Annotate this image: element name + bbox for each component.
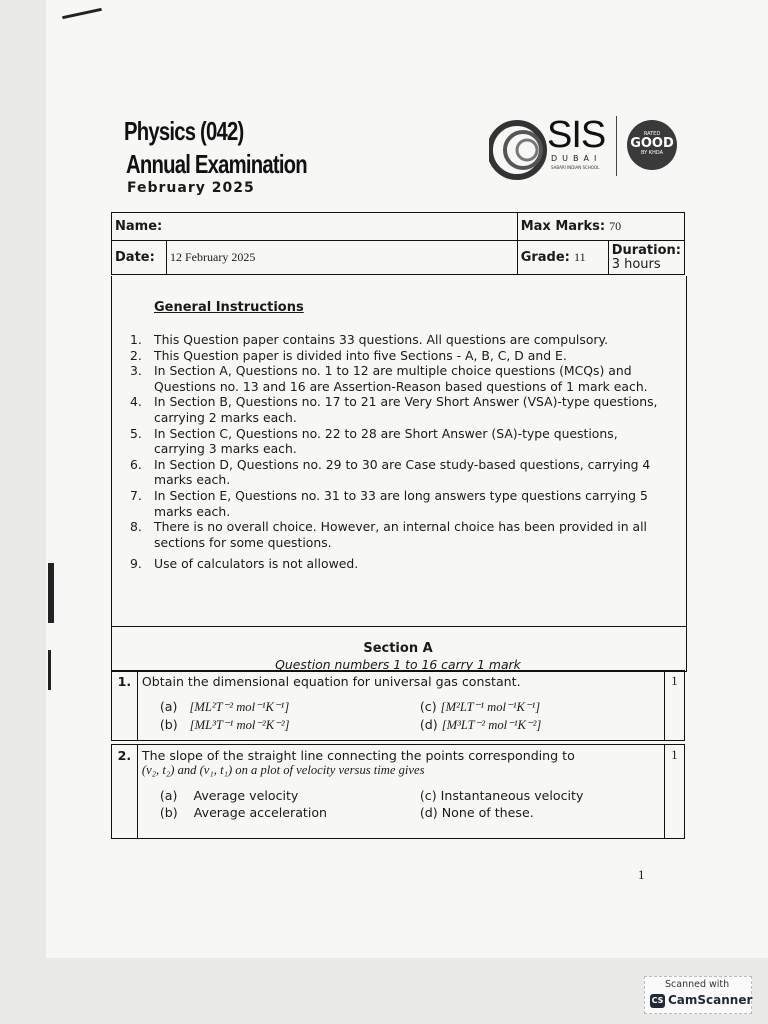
school-city: DUBAI — [551, 154, 602, 163]
option-text: Average acceleration — [193, 805, 328, 820]
badge-good: GOOD — [630, 136, 674, 151]
instruction-text: There is no overall choice. However, an internal choice has been provided in all sections for some questions. — [154, 519, 647, 550]
option[interactable] — [160, 717, 420, 733]
duration-cell — [608, 241, 684, 275]
exam-subject-title: Physics (042) — [124, 116, 244, 146]
option[interactable] — [420, 699, 660, 715]
instruction-text: In Section E, Questions no. 31 to 33 are long answers type questions carrying 5 marks each. — [154, 487, 648, 519]
logo-divider — [616, 116, 617, 176]
question-1 — [111, 670, 685, 741]
question-body — [137, 671, 664, 741]
question-number: 1. — [112, 671, 138, 741]
khda-badge — [627, 120, 677, 170]
option-text: Instantaneous velocity — [440, 788, 584, 803]
question-text: The slope of the straight line connecting the points corresponding to — [141, 748, 575, 763]
option-label: (c) — [419, 699, 437, 714]
instruction-number: 8. — [130, 519, 142, 535]
option-label: (b) — [159, 805, 178, 820]
instruction-item — [130, 332, 670, 348]
option-label: (d) — [419, 805, 438, 820]
option[interactable] — [160, 805, 420, 820]
instruction-text: In Section B, Questions no. 17 to 21 are Very Short Answer (VSA)-type questions, carrying 2 marks each. — [154, 394, 658, 425]
instruction-item — [130, 426, 670, 457]
max-marks-label: Max Marks: — [520, 219, 606, 234]
badge-rated: RATED — [643, 131, 661, 137]
instruction-number: 4. — [130, 394, 142, 410]
duration-label: Duration: — [611, 242, 681, 258]
option-label: (a) — [159, 699, 178, 714]
instruction-item — [130, 488, 670, 519]
option-label: (b) — [159, 717, 178, 732]
duration-value: 3 hours — [611, 256, 661, 272]
option-text: Average velocity — [193, 788, 299, 803]
option-label: (a) — [159, 788, 178, 803]
instruction-number: 6. — [130, 456, 142, 472]
instruction-number: 1. — [130, 332, 142, 347]
name-label: Name: — [115, 219, 163, 234]
question-number: 2. — [112, 745, 138, 839]
name-cell[interactable] — [112, 213, 518, 241]
option-text: [M³LT⁻² mol⁻¹K⁻²] — [441, 718, 542, 732]
grade-value: 11 — [574, 250, 586, 264]
question-2 — [111, 744, 685, 839]
date-label-cell — [112, 241, 167, 275]
instruction-item — [130, 556, 670, 572]
question-text-line2: (v₂, t₂) and (v₁, t₁) on a plot of velocity versus time gives — [141, 763, 425, 777]
camscanner-watermark — [644, 976, 752, 1014]
instruction-number: 3. — [130, 363, 142, 379]
school-name: SIS — [547, 114, 606, 156]
max-marks-cell — [517, 213, 684, 241]
school-subtitle: SABARI INDIAN SCHOOL — [551, 165, 600, 170]
section-subtitle: Question numbers 1 to 16 carry 1 mark — [275, 657, 521, 672]
option-label: (d) — [419, 717, 438, 732]
date-value: 12 February 2025 — [170, 250, 256, 264]
option-text: None of these. — [441, 805, 534, 820]
max-marks-value: 70 — [609, 219, 622, 233]
section-title: Section A — [363, 641, 433, 656]
instruction-item — [130, 348, 670, 364]
question-options — [142, 699, 660, 733]
instruction-text: In Section D, Questions no. 29 to 30 are Case study-based questions, carrying 4 marks each. — [154, 456, 651, 488]
student-info-table — [111, 212, 685, 275]
instructions-title: General Instructions — [154, 300, 304, 315]
option-label: (c) — [419, 788, 437, 803]
option[interactable] — [160, 788, 420, 803]
grade-cell — [517, 241, 608, 275]
question-body — [137, 745, 664, 839]
option[interactable] — [160, 699, 420, 715]
grade-label: Grade: — [520, 250, 570, 265]
question-marks: 1 — [664, 671, 684, 741]
option[interactable] — [420, 788, 660, 803]
instruction-text: Use of calculators is not allowed. — [154, 556, 359, 572]
instruction-item — [130, 394, 670, 425]
question-text: Obtain the dimensional equation for universal gas constant. — [141, 674, 521, 689]
instruction-item — [130, 363, 670, 394]
option[interactable] — [420, 717, 660, 733]
instruction-number: 2. — [130, 347, 142, 363]
badge-khda: BY KHDA — [640, 150, 664, 156]
instruction-number: 5. — [130, 425, 142, 441]
instruction-number: 7. — [130, 487, 142, 503]
instruction-item — [130, 519, 670, 550]
exam-name-title: Annual Examination — [126, 149, 307, 179]
camscanner-icon: CS — [650, 994, 665, 1008]
option-text: [ML³T⁻¹ mol⁻²K⁻²] — [189, 718, 290, 732]
instruction-text: In Section A, Questions no. 1 to 12 are multiple choice questions (MCQs) and Questions no. 13 and 16 are Assertion-Reason based questions of 1 mark each. — [154, 363, 648, 394]
option-text: [M²LT⁻¹ mol⁻¹K⁻¹] — [440, 700, 541, 714]
scan-mark — [48, 650, 51, 690]
instruction-text: In Section C, Questions no. 22 to 28 are Short Answer (SA)-type questions, carrying 3 marks each. — [154, 425, 618, 457]
question-options — [142, 788, 660, 820]
instruction-item — [130, 457, 670, 488]
option[interactable] — [420, 805, 660, 820]
exam-month-title: February 2025 — [127, 180, 255, 196]
instruction-text: This Question paper contains 33 questions. All questions are compulsory. — [154, 332, 609, 347]
instructions-list — [130, 332, 670, 572]
option-text: [ML²T⁻² mol⁻¹K⁻¹] — [189, 700, 290, 714]
scanned-with-label: Scanned with — [665, 979, 730, 990]
question-marks: 1 — [664, 745, 684, 839]
scan-mark — [48, 563, 54, 623]
instruction-number: 9. — [130, 556, 142, 572]
camscanner-label: CamScanner — [668, 993, 753, 1007]
instruction-text: This Question paper is divided into five Sections - A, B, C, D and E. — [154, 347, 567, 363]
date-value-cell — [167, 241, 518, 275]
page-number: 1 — [638, 867, 645, 882]
date-label: Date: — [115, 250, 155, 265]
